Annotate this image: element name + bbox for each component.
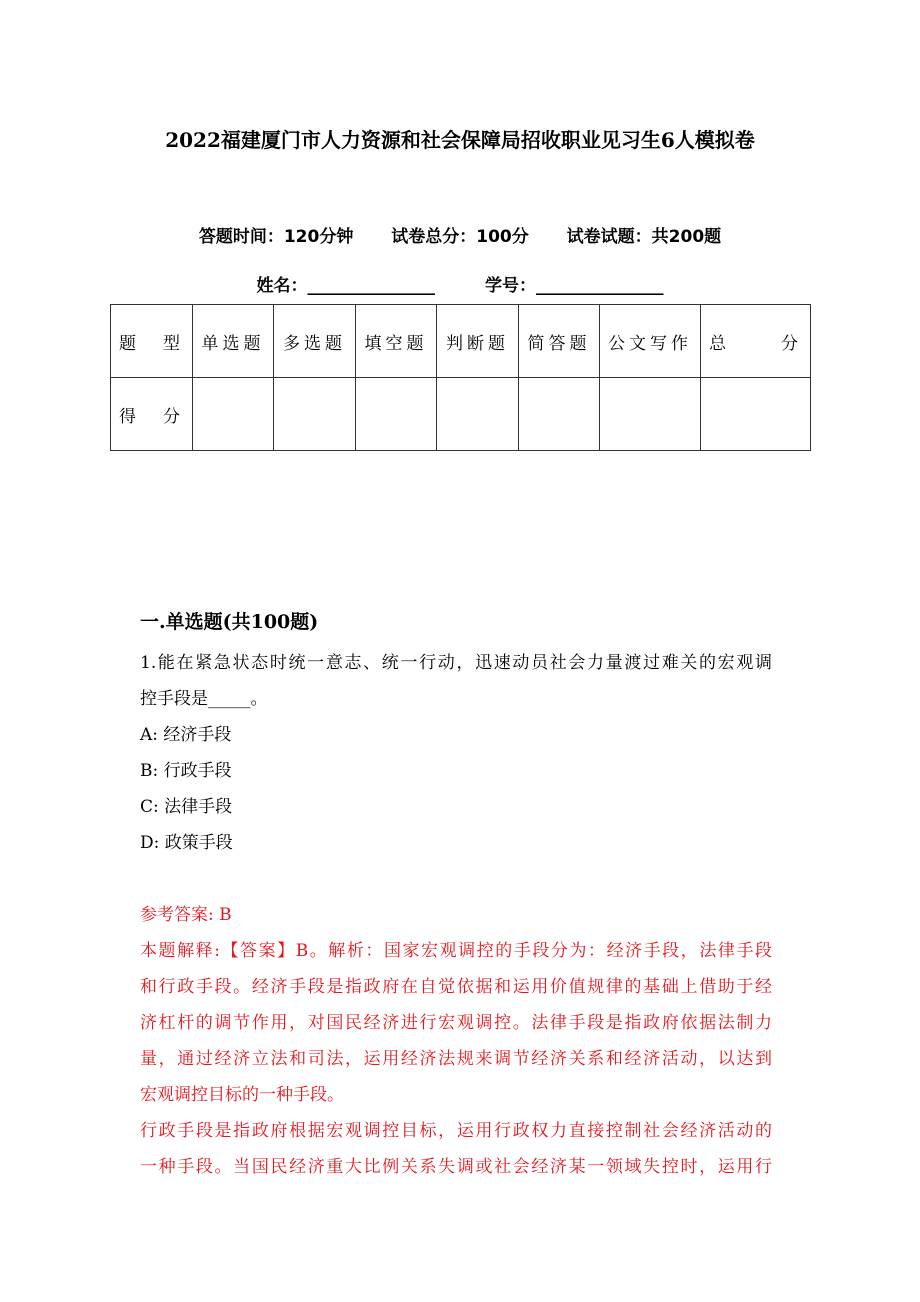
header-cell: 题 型 [111,305,193,378]
name-field: 姓名：_______________ [256,276,436,296]
explanation-line: 宏观调控目标的一种手段。 [140,1085,344,1105]
header-cell: 判断题 [437,305,519,378]
score-cell [701,378,811,451]
table-header-row [111,305,811,378]
header-cell: 单选题 [193,305,274,378]
header-cell: 多选题 [274,305,356,378]
answer: 参考答案: B [140,905,232,925]
score-table [110,304,811,451]
explanation-line: 和行政手段。经济手段是指政府在自觉依据和运用价值规律的基础上借助于经 [140,977,772,997]
document-title: 2022福建厦门市人力资源和社会保障局招收职业见习生6人模拟卷 [165,128,755,152]
explanation-line: 一种手段。当国民经济重大比例关系失调或社会经济某一领域失控时，运用行 [140,1157,772,1177]
header-cell: 公文写作 [600,305,701,378]
option-b: B: 行政手段 [140,761,232,781]
header-cell: 总 分 [701,305,811,378]
answer-block [140,897,772,1185]
question-text: 控手段是_____。 [140,689,268,709]
exam-time: 答题时间：120分钟 [198,227,354,247]
header-cell: 填空题 [356,305,437,378]
score-cell [519,378,600,451]
score-cell [193,378,274,451]
row-label: 得 分 [111,378,193,451]
option-a: A: 经济手段 [140,725,232,745]
score-cell [600,378,701,451]
question-text: 1.能在紧急状态时统一意志、统一行动，迅速动员社会力量渡过难关的宏观调 [140,653,772,673]
header-cell: 简答题 [519,305,600,378]
explanation-line: 量，通过经济立法和司法，运用经济法规来调节经济关系和经济活动，以达到 [140,1049,772,1069]
explanation-line: 行政手段是指政府根据宏观调控目标，运用行政权力直接控制社会经济活动的 [140,1121,772,1141]
option-c: C: 法律手段 [140,797,233,817]
student-info [0,271,920,296]
option-d: D: 政策手段 [140,833,233,853]
score-row [111,378,811,451]
score-cell [356,378,437,451]
exam-meta [0,222,920,247]
id-field: 学号：_______________ [484,276,664,296]
score-cell [437,378,519,451]
score-cell [274,378,356,451]
exam-total: 试卷总分：100分 [391,227,529,247]
question [140,645,772,861]
exam-count: 试卷试题：共200题 [566,227,722,247]
explanation-line: 本题解释:【答案】B。解析：国家宏观调控的手段分为：经济手段，法律手段 [140,941,772,961]
explanation-line: 济杠杆的调节作用，对国民经济进行宏观调控。法律手段是指政府依据法制力 [140,1013,772,1033]
section-heading: 一.单选题(共100题) [140,611,319,633]
